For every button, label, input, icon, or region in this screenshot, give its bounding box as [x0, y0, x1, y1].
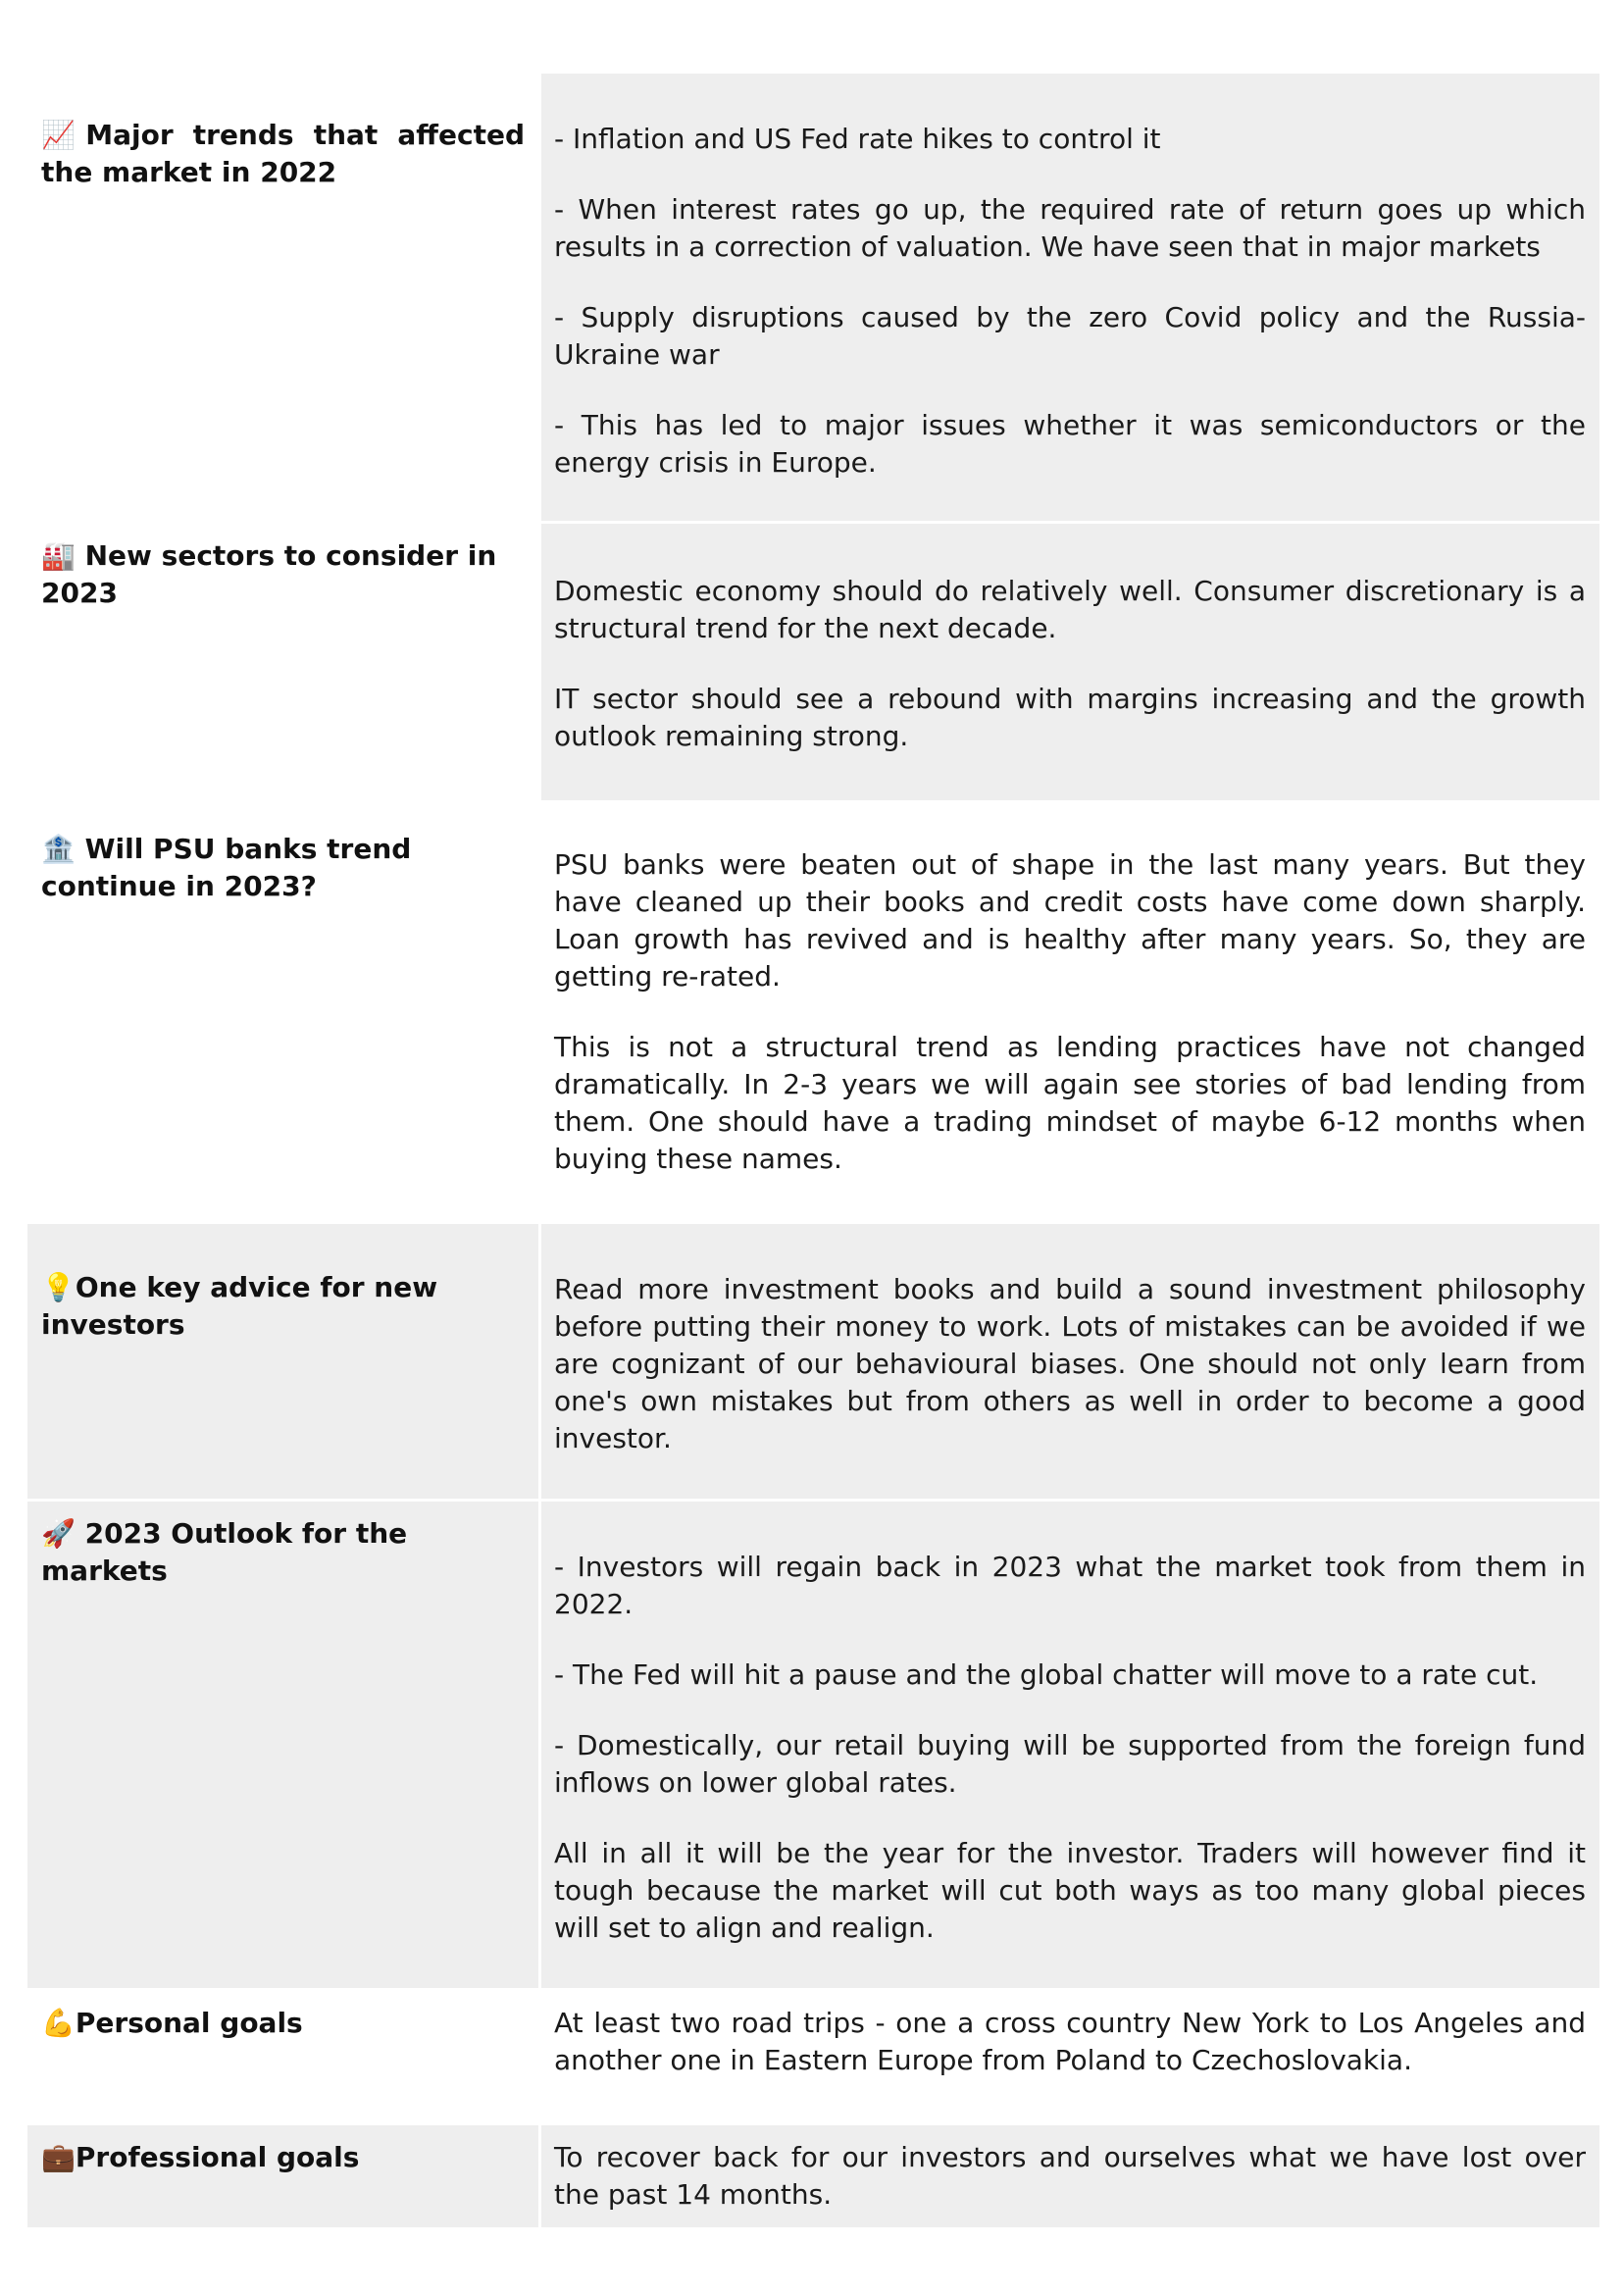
row-heading: [27, 74, 538, 521]
answer-paragraph: - The Fed will hit a pause and the global chatter will move to a rate cut.: [554, 1658, 1539, 1691]
row-heading: [27, 1224, 538, 1499]
row-title: Major trends that affected the market in 2022: [41, 119, 525, 188]
answer-paragraph: - Domestically, our retail buying will be supported from the foreign fund inflows on lower global rates.: [554, 1729, 1586, 1799]
row-answer: [541, 1991, 1599, 2122]
table-row: [27, 2125, 1599, 2227]
table-row: [27, 74, 1599, 521]
factory-icon: 🏭: [41, 539, 76, 572]
answer-paragraph: All in all it will be the year for the investor. Traders will however find it tough because the market will cut both ways as too many global pieces will set to align and realign.: [554, 1837, 1586, 1944]
table-row: [27, 803, 1599, 1221]
row-title: 2023 Outlook for the markets: [41, 1517, 408, 1587]
row-answer: [541, 74, 1599, 521]
answer-paragraph: Domestic economy should do relatively well. Consumer discretionary is a structural trend for the next decade.: [554, 575, 1586, 644]
answer-paragraph: - This has led to major issues whether it was semiconductors or the energy crisis in Europe.: [554, 409, 1586, 479]
bank-icon: 🏦: [41, 833, 76, 865]
answer-paragraph: - When interest rates go up, the required rate of return goes up which results in a correction of valuation. We have seen that in major markets: [554, 193, 1586, 263]
chart-increasing-icon: 📈: [41, 119, 86, 151]
row-title: Will PSU banks trend continue in 2023?: [41, 833, 412, 902]
answer-paragraph: This is not a structural trend as lending practices have not changed dramatically. In 2-3 years we will again see stories of bad lending from them. One should have a trading mindset of maybe 6-12 months when buying these names.: [554, 1031, 1586, 1175]
row-answer: [541, 803, 1599, 1221]
row-heading: [27, 1991, 538, 2122]
row-title: One key advice for new investors: [41, 1271, 438, 1341]
answer-paragraph: - Investors will regain back in 2023 what the market took from them in 2022.: [554, 1551, 1586, 1620]
table-row: [27, 1224, 1599, 1499]
answer-paragraph: IT sector should see a rebound with margins increasing and the growth outlook remaining strong.: [554, 683, 1586, 752]
light-bulb-icon: 💡: [41, 1271, 76, 1303]
table-row: [27, 524, 1599, 800]
qa-table: [27, 74, 1599, 2227]
table-row: [27, 1991, 1599, 2122]
row-title: New sectors to consider in 2023: [41, 539, 497, 609]
flexed-biceps-icon: 💪: [41, 2007, 76, 2039]
row-heading: [27, 2125, 538, 2227]
row-answer: [541, 2125, 1599, 2227]
answer-paragraph: To recover back for our investors and ourselves what we have lost over the past 14 months.: [554, 2141, 1586, 2211]
answer-paragraph: PSU banks were beaten out of shape in the last many years. But they have cleaned up their books and credit costs have come down sharply. Loan growth has revived and is healthy after many years. So, they are getting re-rated.: [554, 848, 1586, 993]
answer-paragraph: At least two road trips - one a cross country New York to Los Angeles and another one in Eastern Europe from Poland to Czechoslovakia.: [554, 2007, 1586, 2076]
row-heading: [27, 1502, 538, 1988]
row-answer: [541, 1502, 1599, 1988]
table-row: [27, 1502, 1599, 1988]
answer-paragraph: - Supply disruptions caused by the zero Covid policy and the Russia-Ukraine war: [554, 301, 1586, 371]
row-heading: [27, 803, 538, 1221]
briefcase-icon: 💼: [41, 2141, 76, 2173]
answer-paragraph: - Inflation and US Fed rate hikes to control it: [554, 123, 1161, 155]
row-answer: [541, 524, 1599, 800]
row-answer: [541, 1224, 1599, 1499]
row-heading: [27, 524, 538, 800]
row-title: Personal goals: [75, 2007, 303, 2039]
answer-paragraph: Read more investment books and build a sound investment philosophy before putting their money to work. Lots of mistakes can be avoided if we are cognizant of our behavioural biases. One should not only learn from one's own mistakes but from others as well in order to become a good investor.: [554, 1273, 1586, 1454]
rocket-icon: 🚀: [41, 1517, 76, 1550]
row-title: Professional goals: [75, 2141, 360, 2173]
